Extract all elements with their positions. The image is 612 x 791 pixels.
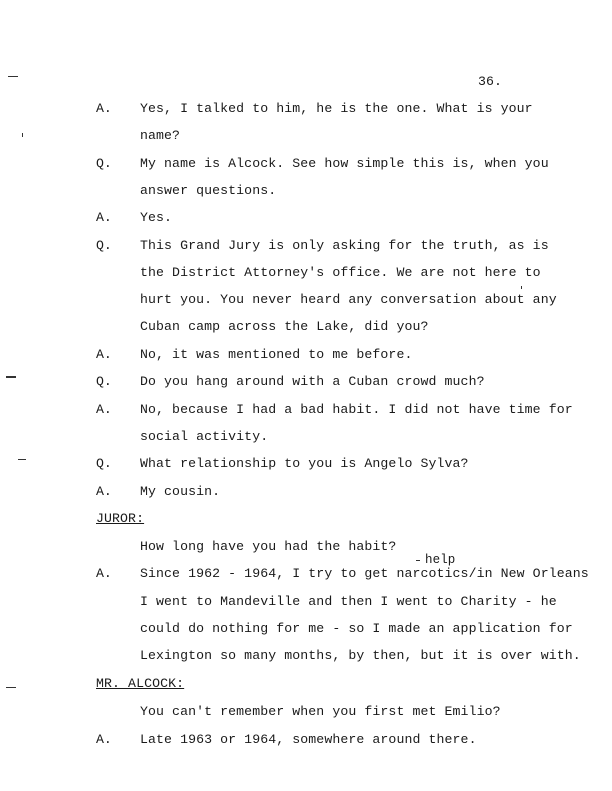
speaker-label: A. [96,347,112,362]
speaker-label: A. [96,484,112,499]
testimony-line: No, because I had a bad habit. I did not have time for [140,402,573,417]
testimony-line: My name is Alcock. See how simple this is, when you [140,156,549,171]
margin-mark [6,687,16,688]
testimony-line: Do you hang around with a Cuban crowd much? [140,374,485,389]
handwritten-insert: help [425,553,456,567]
juror-question: How long have you had the habit? [140,539,397,554]
testimony-line: My cousin. [140,484,221,499]
speaker-label: Q. [96,156,112,171]
testimony-line: could do nothing for me - so I made an application for [140,621,573,636]
speaker-label: Q. [96,374,112,389]
speaker-label: A. [96,402,112,417]
section-header-alcock: MR. ALCOCK: [96,676,185,691]
speaker-label: A. [96,566,112,581]
testimony-line: Yes, I talked to him, he is the one. What is your [140,101,533,116]
testimony-line: What relationship to you is Angelo Sylva? [140,456,469,471]
testimony-line: Since 1962 - 1964, I try to get narcotics/in New Orleans [140,566,589,581]
testimony-line: hurt you. You never heard any conversation about any [140,292,557,307]
testimony-line: No, it was mentioned to me before. [140,347,413,362]
section-header-juror: JUROR: [96,511,145,526]
margin-mark [18,459,26,460]
alcock-question: You can't remember when you first met Emilio? [140,704,501,719]
testimony-line: Cuban camp across the Lake, did you? [140,319,429,334]
caret-mark [416,560,420,561]
testimony-line: the District Attorney's office. We are not here to [140,265,541,280]
testimony-line: social activity. [140,429,269,444]
testimony-line: Lexington so many months, by then, but it is over with. [140,648,581,663]
testimony-line: answer questions. [140,183,277,198]
speaker-label: A. [96,101,112,116]
page-number: 36. [478,74,503,89]
testimony-line: Yes. [140,210,173,225]
testimony-line: I went to Mandeville and then I went to Charity - he [140,594,557,609]
speaker-label: A. [96,732,112,747]
testimony-line: name? [140,128,181,143]
margin-mark [6,376,16,378]
margin-mark [8,76,18,77]
speaker-label: Q. [96,238,112,253]
margin-mark [521,286,522,289]
testimony-line: Late 1963 or 1964, somewhere around there. [140,732,477,747]
testimony-line: This Grand Jury is only asking for the truth, as is [140,238,549,253]
margin-mark [22,133,23,137]
speaker-label: Q. [96,456,112,471]
speaker-label: A. [96,210,112,225]
